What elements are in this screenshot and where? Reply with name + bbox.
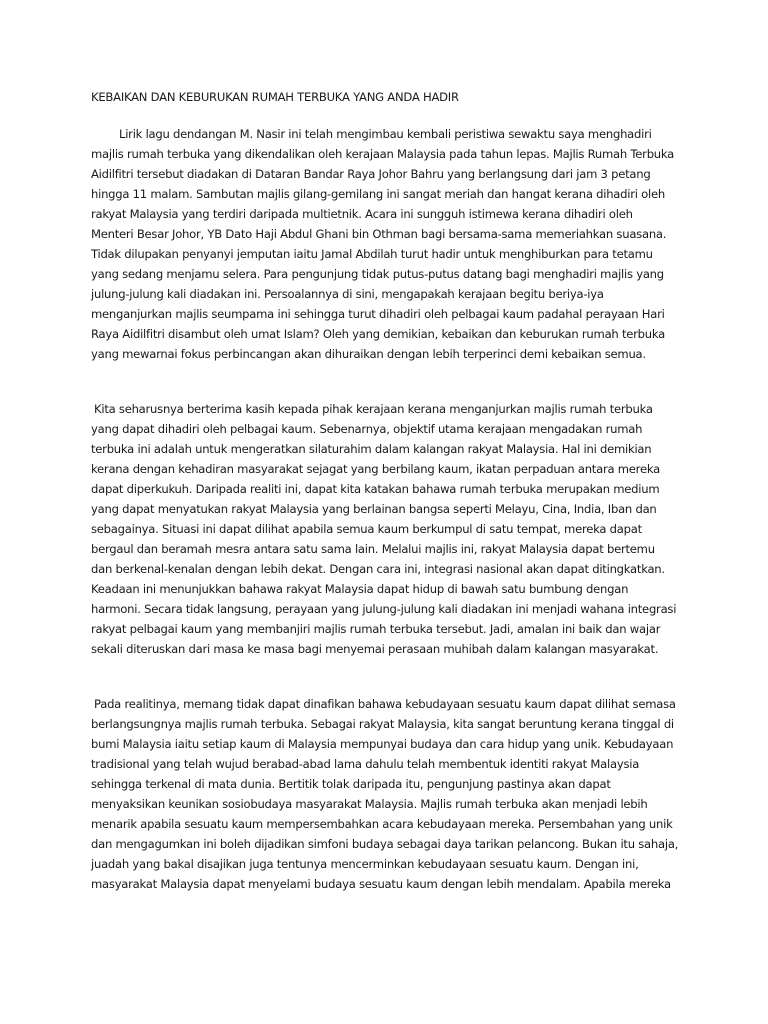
paragraph-line: tradisional yang telah wujud berabad-abad lama dahulu telah membentuk identiti rakyat Malaysia <box>91 757 640 771</box>
paragraph-line: menganjurkan majlis seumpama ini sehingga turut dihadiri oleh pelbagai kaum padahal perayaan Hari <box>91 307 665 321</box>
paragraph-1 <box>91 124 675 364</box>
paragraph-line: dan berkenal-kenalan dengan lebih dekat. Dengan cara ini, integrasi nasional akan dapat ditingkatkan. <box>91 562 665 576</box>
paragraph-line: kerana dengan kehadiran masyarakat sejagat yang berbilang kaum, ikatan perpaduan antara mereka <box>91 462 660 476</box>
document-body <box>91 87 679 894</box>
paragraph-line: masyarakat Malaysia dapat menyelami budaya sesuatu kaum dengan lebih mendalam. Apabila mereka <box>91 877 671 891</box>
paragraph-3 <box>91 694 679 894</box>
paragraph-line: majlis rumah terbuka yang dikendalikan oleh kerajaan Malaysia pada tahun lepas. Majlis Rumah Terbuka <box>91 147 675 161</box>
paragraph-line: Pada realitinya, memang tidak dapat dinafikan bahawa kebudayaan sesuatu kaum dapat dilihat semasa <box>94 697 676 711</box>
paragraph-line: yang sedang menjamu selera. Para pengunjung tidak putus-putus datang bagi menghadiri majlis yang <box>91 267 664 281</box>
paragraph-line: sehingga terkenal di mata dunia. Bertitik tolak daripada itu, pengunjung pastinya akan dapat <box>91 777 611 791</box>
paragraph-line: Aidilfitri tersebut diadakan di Dataran Bandar Raya Johor Bahru yang berlangsung dari jam 3 petang <box>91 167 651 181</box>
paragraph-line: yang dapat dihadiri oleh pelbagai kaum. Sebenarnya, objektif utama kerajaan mengadakan rumah <box>91 422 643 436</box>
paragraph-line: Lirik lagu dendangan M. Nasir ini telah mengimbau kembali peristiwa sewaktu saya menghadiri <box>119 127 652 141</box>
paragraph-line: menyaksikan keunikan sosiobudaya masyarakat Malaysia. Majlis rumah terbuka akan menjadi lebih <box>91 797 648 811</box>
paragraph-2 <box>91 399 677 659</box>
paragraph-line: rakyat Malaysia yang terdiri daripada multietnik. Acara ini sungguh istimewa kerana dihadiri oleh <box>91 207 633 221</box>
paragraph-line: rakyat pelbagai kaum yang membanjiri majlis rumah terbuka tersebut. Jadi, amalan ini baik dan wajar <box>91 622 661 636</box>
paragraph-line: sebagainya. Situasi ini dapat dilihat apabila semua kaum berkumpul di satu tempat, mereka dapat <box>91 522 642 536</box>
paragraph-line: terbuka ini adalah untuk mengeratkan silaturahim dalam kalangan rakyat Malaysia. Hal ini demikian <box>91 442 652 456</box>
paragraph-line: dapat diperkukuh. Daripada realiti ini, dapat kita katakan bahawa rumah terbuka merupakan medium <box>91 482 660 496</box>
paragraph-line: bumi Malaysia iaitu setiap kaum di Malaysia mempunyai budaya dan cara hidup yang unik. Kebudayaan <box>91 737 674 751</box>
paragraph-line: Keadaan ini menunjukkan bahawa rakyat Malaysia dapat hidup di bawah satu bumbung dengan <box>91 582 629 596</box>
paragraph-line: yang dapat menyatukan rakyat Malaysia yang berlainan bangsa seperti Melayu, Cina, India, Iban dan <box>91 502 657 516</box>
paragraph-line: harmoni. Secara tidak langsung, perayaan yang julung-julung kali diadakan ini menjadi wahana integrasi <box>91 602 677 616</box>
paragraph-line: hingga 11 malam. Sambutan majlis gilang-gemilang ini sangat meriah dan hangat kerana dihadiri oleh <box>91 187 665 201</box>
paragraph-line: dan mengagumkan ini boleh dijadikan simfoni budaya sebagai daya tarikan pelancong. Bukan itu sahaja, <box>91 837 679 851</box>
paragraph-line: julung-julung kali diadakan ini. Persoalannya di sini, mengapakah kerajaan begitu beriya-iya <box>91 287 604 301</box>
paragraph-line: Kita seharusnya berterima kasih kepada pihak kerajaan kerana menganjurkan majlis rumah terbuka <box>94 402 653 416</box>
paragraph-line: berlangsungnya majlis rumah terbuka. Sebagai rakyat Malaysia, kita sangat beruntung kerana tinggal di <box>91 717 674 731</box>
paragraph-line: juadah yang bakal disajikan juga tentunya mencerminkan kebudayaan sesuatu kaum. Dengan ini, <box>91 857 639 871</box>
paragraph-line: Menteri Besar Johor, YB Dato Haji Abdul Ghani bin Othman bagi bersama-sama memeriahkan suasana. <box>91 227 667 241</box>
paragraph-line: Tidak dilupakan penyanyi jemputan iaitu Jamal Abdilah turut hadir untuk menghiburkan para tetamu <box>91 247 653 261</box>
paragraph-line: yang mewarnai fokus perbincangan akan dihuraikan dengan lebih terperinci demi kebaikan semua. <box>91 347 646 361</box>
paragraph-line: Raya Aidilfitri disambut oleh umat Islam? Oleh yang demikian, kebaikan dan keburukan rumah terbuka <box>91 327 665 341</box>
document-title: KEBAIKAN DAN KEBURUKAN RUMAH TERBUKA YANG ANDA HADIR <box>91 90 459 104</box>
paragraph-line: menarik apabila sesuatu kaum mempersembahkan acara kebudayaan mereka. Persembahan yang unik <box>91 817 673 831</box>
paragraph-line: sekali diteruskan dari masa ke masa bagi menyemai perasaan muhibah dalam kalangan masyarakat. <box>91 642 659 656</box>
paragraph-line: bergaul dan beramah mesra antara satu sama lain. Melalui majlis ini, rakyat Malaysia dapat bertemu <box>91 542 655 556</box>
